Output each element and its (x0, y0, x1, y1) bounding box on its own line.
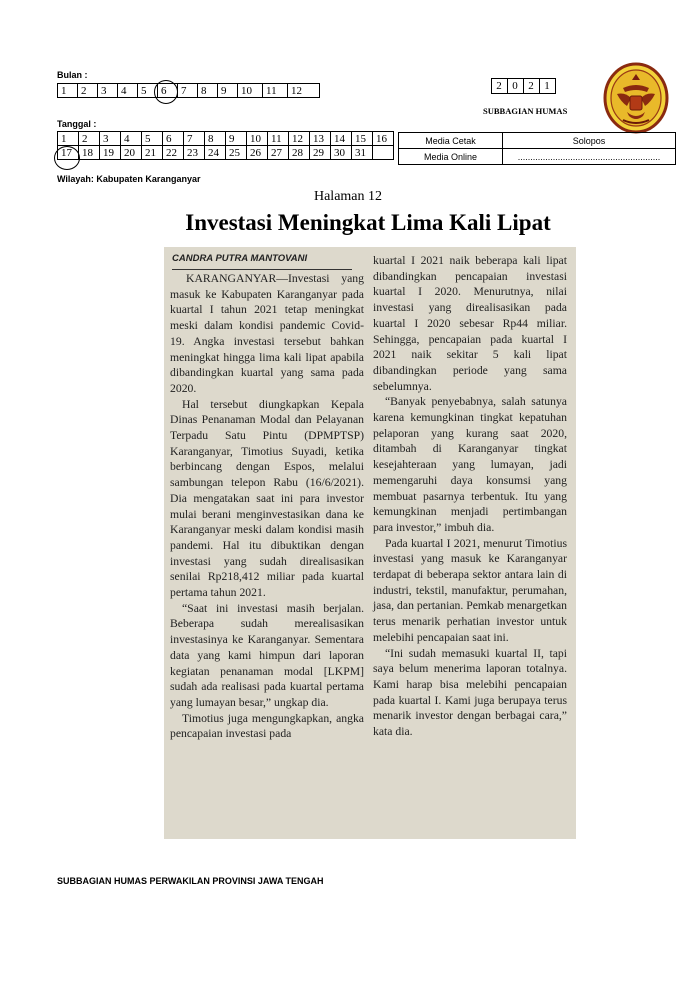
grid-cell: 13 (310, 132, 331, 146)
paragraph: Pada kuartal I 2021, menurut Timotius investasi yang masuk ke Karanganyar terdapat di beberapa sektor antara lain di industri, tekstil, manufaktur, perumahan, jasa, dan pertanian. Pemkab menargetkan terus menarik perhatian investor untuk melebihi pencapaian saat ini. (373, 536, 567, 644)
grid-cell: 16 (373, 132, 394, 146)
paragraph: kuartal I 2021 naik beberapa kali lipat dibandingkan pencapaian investasi kuartal I 2020. Menurutnya, nilai investasi yang direalisasikan pada kuartal I 2020 sebesar Rp44 miliar. Sehingga, pencapaian pada kuartal I 2021 naik sekitar 5 kali lipat dibandingkan periode yang sama sebelumnya. (373, 254, 567, 393)
footer: SUBBAGIAN HUMAS PERWAKILAN PROVINSI JAWA TENGAH (57, 876, 324, 886)
grid-cell: 25 (226, 146, 247, 160)
grid-cell: 11 (268, 132, 289, 146)
grid-cell: 2 (78, 84, 98, 98)
byline-rule (172, 269, 352, 270)
year-digit: 1 (540, 79, 556, 94)
year-table (491, 78, 556, 94)
paragraph: KARANGANYAR—Investasi yang masuk ke Kabupaten Karanganyar pada kuartal I tahun 2021 tetap meningkat meski dalam kondisi pandemic Covid-19. Angka investasi tersebut bahkan meningkat hingga lima kali lipat apabila dibandingkan kuartal yang sama pada 2020. (170, 272, 364, 395)
year-digit: 2 (524, 79, 540, 94)
paragraph: “Saat ini investasi masih berjalan. Beberapa sudah merealisasikan investasinya ke Karanganyar. Sementara data yang kami himpun dari laporan kegiatan penanaman modal [LKPM] sudah ada realisasi pada kuartal pertama yang lumayan besar,” ungkap dia. (170, 601, 364, 709)
grid-cell: 14 (331, 132, 352, 146)
grid-cell: 7 (178, 84, 198, 98)
grid-cell: 5 (138, 84, 158, 98)
grid-cell: 19 (100, 146, 121, 160)
grid-cell: 20 (121, 146, 142, 160)
media-online-label: Media Online (399, 149, 503, 165)
article-column-2 (373, 253, 567, 740)
grid-cell: 8 (198, 84, 218, 98)
grid-cell: 4 (121, 132, 142, 146)
grid-cell: 9 (226, 132, 247, 146)
paragraph: “Ini sudah memasuki kuartal II, tapi saya belum menerima laporan totalnya. Kami harap bisa melebihi pencapaian pada kuartal I. Kami juga berupaya terus menarik investor dengan berbagai cara,” kata dia. (373, 646, 567, 739)
grid-cell (373, 146, 394, 160)
year-digit: 0 (508, 79, 524, 94)
grid-cell: 22 (163, 146, 184, 160)
grid-cell: 23 (184, 146, 205, 160)
headline: Investasi Meningkat Lima Kali Lipat (185, 210, 551, 235)
tanggal-table (57, 131, 394, 160)
grid-cell: 3 (100, 132, 121, 146)
grid-cell: 3 (98, 84, 118, 98)
grid-cell: 12 (288, 84, 320, 98)
grid-cell: 1 (58, 132, 79, 146)
grid-cell: 21 (142, 146, 163, 160)
grid-cell: 15 (352, 132, 373, 146)
article-column-1 (170, 271, 364, 742)
grid-cell: 31 (352, 146, 373, 160)
media-cetak-label: Media Cetak (399, 133, 503, 149)
grid-cell: 10 (238, 84, 263, 98)
grid-cell: 26 (247, 146, 268, 160)
grid-cell: 6 (163, 132, 184, 146)
grid-cell: 30 (331, 146, 352, 160)
grid-cell: 29 (310, 146, 331, 160)
halaman: Halaman 12 (313, 189, 383, 204)
grid-cell: 2 (79, 132, 100, 146)
newspaper-clipping (164, 247, 576, 839)
byline: CANDRA PUTRA MANTOVANI (172, 253, 308, 264)
grid-cell: 17 (58, 146, 79, 160)
wilayah: Wilayah: Kabupaten Karanganyar (57, 174, 201, 184)
year-digit: 2 (492, 79, 508, 94)
grid-cell: 27 (268, 146, 289, 160)
grid-cell: 10 (247, 132, 268, 146)
media-online-value: ......................................................... (503, 149, 676, 165)
grid-cell: 9 (218, 84, 238, 98)
grid-cell: 24 (205, 146, 226, 160)
grid-cell: 8 (205, 132, 226, 146)
grid-cell: 5 (142, 132, 163, 146)
subbagian-humas: SUBBAGIAN HUMAS (483, 106, 568, 116)
tanggal-label: Tanggal : (57, 119, 97, 129)
grid-cell: 11 (263, 84, 288, 98)
grid-cell: 28 (289, 146, 310, 160)
paragraph: “Banyak penyebabnya, salah satunya karena kemungkinan tingkat kepatuhan pelaporan yang kurang saat 2020, ditambah di Karanganyar tingkat kesejahteraan yang lumayan, jadi memengaruhi daya konsumsi yang membuat pasarnya terbentuk. Itu yang kemungkinan menjadi pertimbangan para investor,” imbuh dia. (373, 395, 567, 534)
grid-cell: 12 (289, 132, 310, 146)
grid-cell: 18 (79, 146, 100, 160)
grid-cell: 4 (118, 84, 138, 98)
paragraph: Hal tersebut diungkapkan Kepala Dinas Penanaman Modal dan Pelayanan Terpadu Satu Pintu (DPMPTSP) Karanganyar, Timotius Suyadi, ketika berbincang dengan Espos, melalui sambungan telepon Rabu (16/6/2021). Dia mengatakan saat ini para investor mulai berani menginvestasikan dana ke Karanganyar meski dalam kondisi masih pandemi. Hal itu dibuktikan dengan investasi yang sudah direalisasikan senilai Rp218,412 miliar pada kuartal pertama tahun 2021. (170, 397, 364, 600)
bulan-table (57, 83, 320, 98)
paragraph: Timotius juga mengungkapkan, angka pencapaian investasi pada (170, 711, 364, 741)
grid-cell: 1 (58, 84, 78, 98)
emblem-logo (603, 62, 669, 134)
grid-cell: 6 (158, 84, 178, 98)
media-cetak-value: Solopos (503, 133, 676, 149)
grid-cell: 7 (184, 132, 205, 146)
bulan-label: Bulan : (57, 70, 88, 80)
media-table (398, 132, 676, 165)
